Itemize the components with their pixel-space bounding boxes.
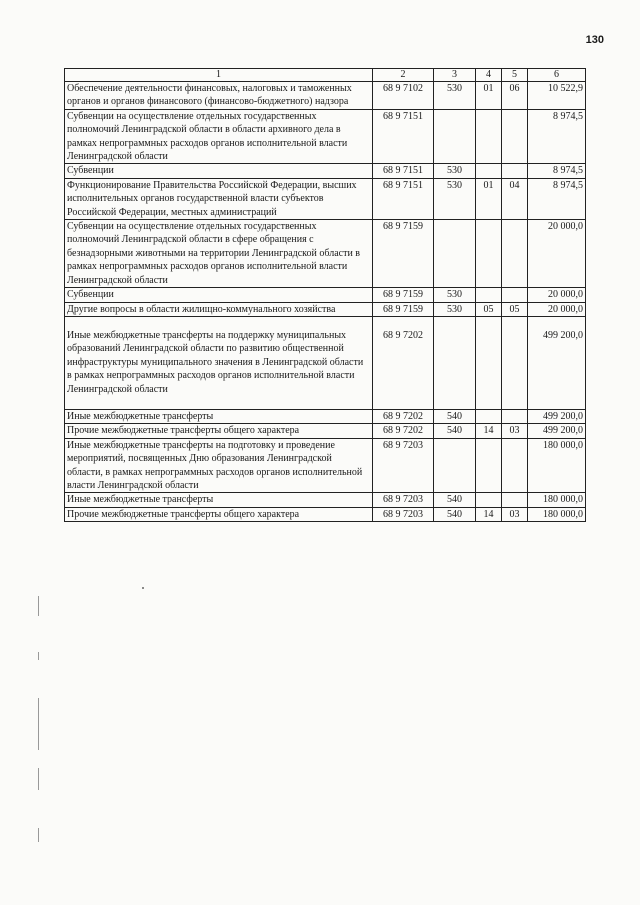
table-row xyxy=(65,288,586,302)
row-target-article: 68 9 7202 xyxy=(373,409,434,423)
row-amount: 20 000,0 xyxy=(528,288,586,302)
row-amount: 20 000,0 xyxy=(528,220,586,288)
row-target-article: 68 9 7203 xyxy=(373,438,434,493)
row-section: 01 xyxy=(476,178,502,219)
table-row xyxy=(65,507,586,521)
row-subsection xyxy=(502,220,528,288)
row-name xyxy=(65,316,373,409)
row-section xyxy=(476,316,502,409)
row-expense-type: 530 xyxy=(434,288,476,302)
row-subsection xyxy=(502,409,528,423)
row-expense-type xyxy=(434,109,476,164)
row-name: Субвенции на осуществление отдельных государственных полномочий Ленинградской области в сфере обращения с безнадзорными животными на территории Ленинградской области в рамках непрограммных расходов органов исполнительной власти Ленинградской области xyxy=(65,220,373,288)
table-row xyxy=(65,164,586,178)
row-expense-type: 530 xyxy=(434,164,476,178)
row-amount: 8 974,5 xyxy=(528,164,586,178)
row-target-article-text: 68 9 7202 xyxy=(383,329,423,341)
row-amount: 499 200,0 xyxy=(528,409,586,423)
row-subsection xyxy=(502,109,528,164)
row-section xyxy=(476,493,502,507)
table-row xyxy=(65,109,586,164)
row-name: Субвенции на осуществление отдельных государственных полномочий Ленинградской области в области архивного дела в рамках непрограммных расходов органов исполнительной власти Ленинградской области xyxy=(65,109,373,164)
row-expense-type: 540 xyxy=(434,409,476,423)
row-expense-type: 540 xyxy=(434,507,476,521)
row-target-article: 68 9 7151 xyxy=(373,164,434,178)
row-section xyxy=(476,438,502,493)
row-target-article: 68 9 7159 xyxy=(373,302,434,316)
row-target-article: 68 9 7102 xyxy=(373,82,434,110)
row-expense-type xyxy=(434,438,476,493)
row-section xyxy=(476,220,502,288)
row-name: Обеспечение деятельности финансовых, налоговых и таможенных органов и органов финансового (финансово-бюджетного) надзора xyxy=(65,82,373,110)
row-amount: 10 522,9 xyxy=(528,82,586,110)
row-subsection xyxy=(502,438,528,493)
row-amount: 180 000,0 xyxy=(528,507,586,521)
row-subsection xyxy=(502,164,528,178)
header-col-3: 3 xyxy=(434,69,476,82)
row-amount: 8 974,5 xyxy=(528,178,586,219)
row-target-article: 68 9 7151 xyxy=(373,178,434,219)
header-col-6: 6 xyxy=(528,69,586,82)
table-header-row xyxy=(65,69,586,82)
row-target-article: 68 9 7151 xyxy=(373,109,434,164)
row-name: Прочие межбюджетные трансферты общего характера xyxy=(65,424,373,438)
header-col-1: 1 xyxy=(65,69,373,82)
row-amount: 20 000,0 xyxy=(528,302,586,316)
row-name: Функционирование Правительства Российской Федерации, высших исполнительных органов государственной власти субъектов Российской Федерации, местных администраций xyxy=(65,178,373,219)
row-section xyxy=(476,409,502,423)
row-target-article xyxy=(373,316,434,409)
row-amount: 180 000,0 xyxy=(528,438,586,493)
row-expense-type: 530 xyxy=(434,82,476,110)
row-subsection xyxy=(502,288,528,302)
row-expense-type: 530 xyxy=(434,178,476,219)
row-subsection: 06 xyxy=(502,82,528,110)
table-row xyxy=(65,424,586,438)
table-row xyxy=(65,178,586,219)
row-subsection: 04 xyxy=(502,178,528,219)
margin-mark xyxy=(38,596,39,616)
header-col-4: 4 xyxy=(476,69,502,82)
header-col-5: 5 xyxy=(502,69,528,82)
table-row xyxy=(65,302,586,316)
budget-allocation-table xyxy=(64,68,586,522)
row-subsection: 03 xyxy=(502,424,528,438)
page-number: 130 xyxy=(585,34,604,46)
row-name: Иные межбюджетные трансферты на подготовку и проведение мероприятий, посвященных Дню образования Ленинградской области, в рамках непрограммных расходов органов исполнительной власти Ленинградской области xyxy=(65,438,373,493)
row-section xyxy=(476,288,502,302)
margin-mark xyxy=(38,828,39,842)
row-subsection: 05 xyxy=(502,302,528,316)
row-amount-text: 499 200,0 xyxy=(543,329,583,341)
row-amount: 499 200,0 xyxy=(528,424,586,438)
row-subsection xyxy=(502,316,528,409)
row-expense-type xyxy=(434,316,476,409)
row-name-text: Иные межбюджетные трансферты на поддержку муниципальных образований Ленинградской области по развитию общественной инфраструктуры муниципального значения в Ленинградской области в рамках непрограммных расходов органов исполнительной власти Ленинградской области xyxy=(67,329,364,395)
row-subsection: 03 xyxy=(502,507,528,521)
row-amount: 8 974,5 xyxy=(528,109,586,164)
margin-mark xyxy=(38,652,39,660)
row-expense-type: 530 xyxy=(434,302,476,316)
table-row xyxy=(65,493,586,507)
row-target-article: 68 9 7202 xyxy=(373,424,434,438)
row-amount: 180 000,0 xyxy=(528,493,586,507)
row-target-article: 68 9 7203 xyxy=(373,507,434,521)
row-section xyxy=(476,164,502,178)
row-expense-type xyxy=(434,220,476,288)
row-amount xyxy=(528,316,586,409)
row-section: 01 xyxy=(476,82,502,110)
row-name: Субвенции xyxy=(65,164,373,178)
row-section: 14 xyxy=(476,424,502,438)
row-target-article: 68 9 7203 xyxy=(373,493,434,507)
row-name: Иные межбюджетные трансферты xyxy=(65,493,373,507)
table-row xyxy=(65,82,586,110)
margin-scan-marks xyxy=(38,590,44,850)
row-expense-type: 540 xyxy=(434,493,476,507)
header-col-2: 2 xyxy=(373,69,434,82)
margin-mark xyxy=(38,768,39,790)
row-section: 05 xyxy=(476,302,502,316)
row-name: Прочие межбюджетные трансферты общего характера xyxy=(65,507,373,521)
table-row xyxy=(65,220,586,288)
scan-speck xyxy=(142,587,144,589)
row-target-article: 68 9 7159 xyxy=(373,288,434,302)
row-section: 14 xyxy=(476,507,502,521)
row-name: Субвенции xyxy=(65,288,373,302)
row-target-article: 68 9 7159 xyxy=(373,220,434,288)
table-row xyxy=(65,409,586,423)
row-subsection xyxy=(502,493,528,507)
row-name: Другие вопросы в области жилищно-коммунального хозяйства xyxy=(65,302,373,316)
table-row xyxy=(65,316,586,409)
row-expense-type: 540 xyxy=(434,424,476,438)
table-row xyxy=(65,438,586,493)
margin-mark xyxy=(38,698,39,750)
row-section xyxy=(476,109,502,164)
row-name: Иные межбюджетные трансферты xyxy=(65,409,373,423)
